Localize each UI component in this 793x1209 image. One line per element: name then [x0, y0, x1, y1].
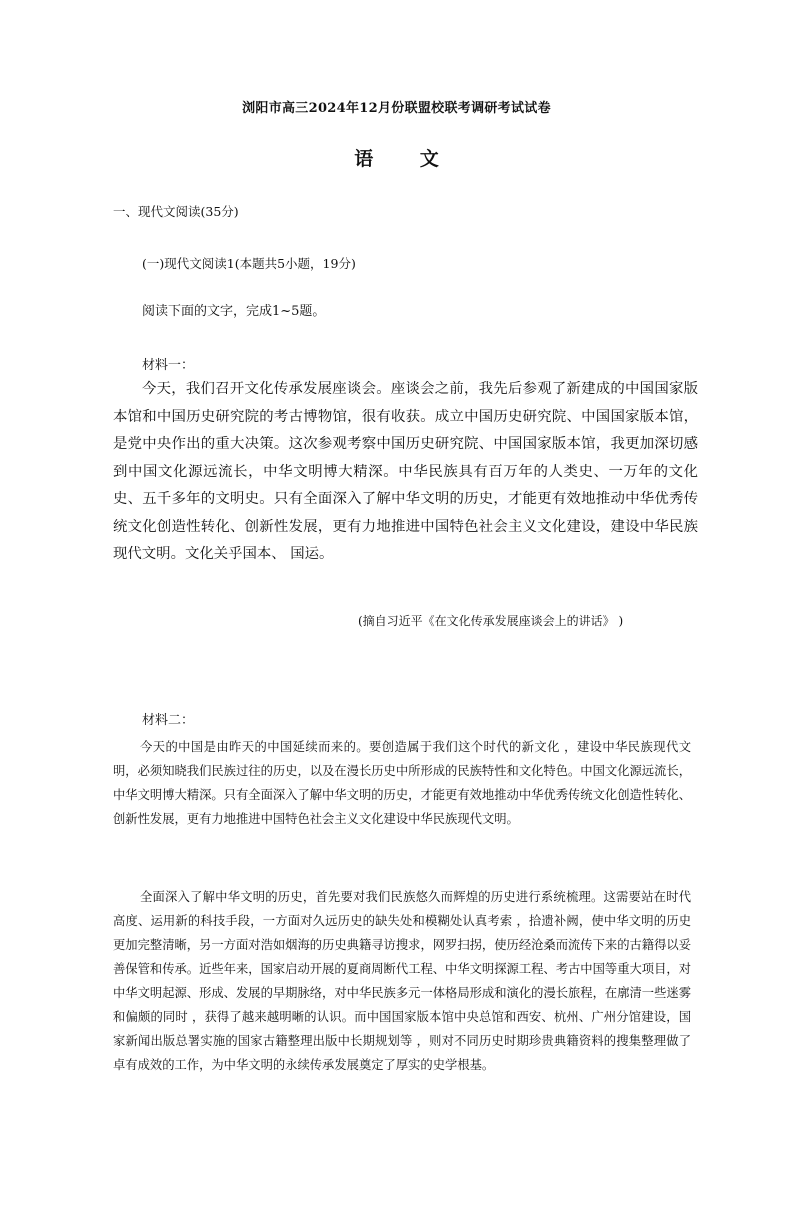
material-two-paragraph-2: 全面深入了解中华文明的历史，首先要对我们民族悠久而辉煌的历史进行系统梳理。这需要站在时代高度、运用新的科技手段，一方面对久远历史的缺失处和模糊处认真考索 ，拾遗补阙，使中华文明的历史更加完整清晰，另一方面对浩如烟海的历史典籍寻访搜求，网罗扫拐，使历经沧桑而流传下来的古籍得以妥善保管和传承。近些年来，国家启动开展的夏商周断代工程、中华文明探源工程、考古中国等重大项目，对中华文明起源、形成、发展的早期脉络，对中华民族多元一体格局形成和演化的漫长旅程，在廓清一些迷雾和偏颇的同时 ，获得了越来越明晰的认识。而中国国家版本馆中央总馆和西安、杭州、广州分馆建设，国家新闻出版总署实施的国家古籍整理出版中长期规划等 ，则对不同历史时期珍贵典籍资料的搜集整理做了卓有成效的工作，为中华文明的永续传承发展奠定了厚实的史学根基。: [113, 890, 691, 1072]
material-one-label: 材料一：: [142, 358, 195, 373]
section-heading: 一、现代文阅读(35分): [113, 204, 239, 219]
material-one-source: (摘自习近平《在文化传承发展座谈会上的讲话》 ): [358, 614, 624, 628]
subsection-heading: (一)现代文阅读1(本题共5小题，19分): [142, 256, 356, 271]
subject-title: 语 文: [354, 148, 439, 170]
exam-title: 浏阳市高三2024年12月份联盟校联考调研考试试卷: [242, 101, 551, 116]
material-two-label: 材料二：: [142, 713, 195, 728]
material-two-paragraph-1: 今天的中国是由昨天的中国延续而来的。要创造属于我们这个时代的新文化 ，建设中华民族现代文明，必须知晓我们民族过往的历史，以及在漫长历史中所形成的民族特性和文化特色。中国文化源远流长，中华文明博大精深。只有全面深入了解中华文明的历史，才能更有效地推动中华优秀传统文化创造性转化、创新性发展，更有力地推进中国特色社会主义文化建设中华民族现代文明。: [113, 740, 691, 826]
reading-instruction: 阅读下面的文字，完成1~5题。: [142, 304, 326, 319]
material-one-paragraph: 今天，我们召开文化传承发展座谈会。座谈会之前，我先后参观了新建成的中国国家版本馆和中国历史研究院的考古博物馆，很有收获。成立中国历史研究院、中国国家版本馆，是党中央作出的重大决策。这次参观考察中国历史研究院、中国国家版本馆，我更加深切感到中国文化源远流长，中华文明博大精深。中华民族具有百万年的人类史、一万年的文化史、五千多年的文明史。只有全面深入了解中华文明的历史，才能更有效地推动中华优秀传统文化创造性转化、创新性发展，更有力地推进中国特色社会主义文化建设，建设中华民族现代文明。文化关乎国本、 国运。: [113, 381, 698, 562]
